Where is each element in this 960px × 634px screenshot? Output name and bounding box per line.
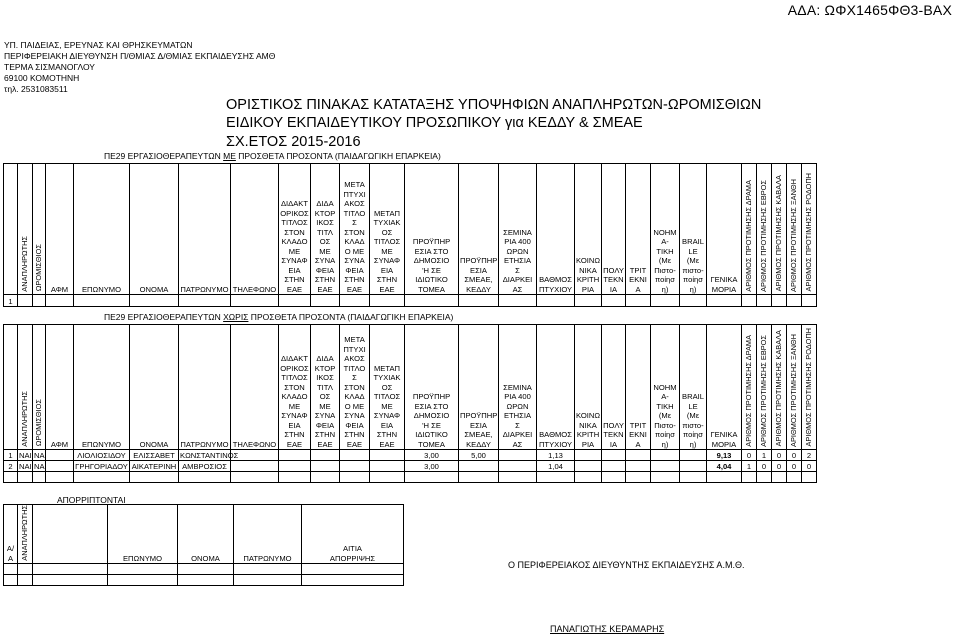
col-anapl	[18, 505, 33, 564]
col-koino: ΚΟΙΝΩ ΝΙΚΑ ΚΡΙΤΗ ΡΙΑ	[575, 164, 602, 295]
col-eponymo	[108, 505, 178, 564]
col-xanthi	[787, 164, 802, 295]
col-metap: ΜΕΤΑΠ ΤΥΧΙΑΚ ΟΣ ΤΙΤΛΟΣ ΜΕ ΣΥΝΑΦ ΕΙΑ ΣΤΗΝ ΕΑΕ	[370, 164, 405, 295]
row-number-header	[4, 325, 18, 450]
section1-title-post: ΠΡΟΣΘΕΤΑ ΠΡΟΣΟΝΤΑ (ΠΑΙΔΑΓΩΓΙΚΗ ΕΠΑΡΚΕΙΑ)	[235, 151, 441, 161]
cell-xanthi: 0	[787, 450, 802, 461]
col-trit: ΤΡΙΤ ΕΚΝΙ Α	[626, 164, 651, 295]
col-didakt: ΔΙΔΑΚΤ ΟΡΙΚΟΣ ΤΙΤΛΟΣ ΣΤΟΝ ΚΛΑΔΟ ΜΕ ΣΥΝΑΦ ΕΙΑ ΣΤΗΝ ΕΑΕ	[279, 164, 311, 295]
signatory-role: Ο ΠΕΡΙΦΕΡΕΙΑΚΟΣ ΔΙΕΥΘΥΝΤΗΣ ΕΚΠΑΙΔΕΥΣΗΣ Α.Μ.Θ.	[508, 560, 745, 570]
cell-n: 2	[4, 461, 18, 472]
col-onoma	[178, 505, 234, 564]
col-xanthi-label: ΑΡΙΘΜΟΣ ΠΡΟΤΙΜΗΣΗΣ ΞΑΝΘΗ	[789, 178, 798, 292]
col-kavala	[772, 325, 787, 450]
issuer-line: 69100 ΚΟΜΟΤΗΝΗ	[4, 73, 80, 83]
col-patronymo	[179, 325, 231, 450]
col-evros	[757, 325, 772, 450]
col-patronymo-label: ΠΑΤΡΩΝΥΜΟ	[180, 284, 229, 294]
col-evros	[757, 164, 772, 295]
section1-title	[104, 151, 441, 161]
col-kavala-label: ΑΡΙΘΜΟΣ ΠΡΟΤΙΜΗΣΗΣ ΚΑΒΑΛΑ	[774, 330, 783, 447]
col-tilefono	[231, 325, 279, 450]
col-evros-label: ΑΡΙΘΜΟΣ ΠΡΟΤΙΜΗΣΗΣ ΕΒΡΟΣ	[759, 334, 768, 447]
col-afm	[46, 325, 74, 450]
table-row	[4, 461, 817, 472]
cell-kavala: 0	[772, 461, 787, 472]
cell-eponymo: ΓΡΗΓΟΡΙΑΔΟΥ	[75, 461, 128, 471]
cell-kavala: 0	[772, 450, 787, 461]
cell-rodopi: 0	[802, 461, 817, 472]
col-anapl	[18, 325, 33, 450]
issuer-line: ΥΠ. ΠΑΙΔΕΙΑΣ, ΕΡΕΥΝΑΣ ΚΑΙ ΘΡΗΣΚΕΥΜΑΤΩΝ	[4, 40, 193, 50]
cell-n: 1	[4, 450, 18, 461]
col-aa	[4, 505, 18, 564]
col-kavala	[772, 164, 787, 295]
col-orom-label: ΩΡΟΜΙΣΘΙΟΣ	[34, 244, 43, 292]
col-orom	[33, 325, 46, 450]
col-vathmos: ΒΑΘΜΟΣ ΠΤΥΧΙΟΥ	[537, 325, 575, 450]
col-noim: ΝΟΗΜ Α- ΤΙΚΗ (Με Πιστο- ποίησ η)	[651, 325, 680, 450]
col-drama-label: ΑΡΙΘΜΟΣ ΠΡΟΤΙΜΗΣΗΣ ΔΡΑΜΑ	[744, 179, 753, 292]
col-metap: ΜΕΤΑΠ ΤΥΧΙΑΚ ΟΣ ΤΙΤΛΟΣ ΜΕ ΣΥΝΑΦ ΕΙΑ ΣΤΗΝ ΕΑΕ	[370, 325, 405, 450]
signatory-name: ΠΑΝΑΓΙΩΤΗΣ ΚΕΡΑΜΑΡΗΣ	[550, 624, 665, 634]
col-brail: BRAIL LE (Με πιστο- ποίησ η)	[680, 164, 707, 295]
col-afm-label: ΑΦΜ	[50, 439, 69, 449]
section2-title	[104, 312, 453, 322]
col-rodopi-label: ΑΡΙΘΜΟΣ ΠΡΟΤΙΜΗΣΗΣ ΡΟΔΟΠΗ	[804, 172, 813, 292]
col-onoma	[130, 164, 179, 295]
col-xanthi	[787, 325, 802, 450]
col-poly: ΠΟΛΥ ΤΕΚΝ ΙΑ	[602, 164, 626, 295]
col-aitia: ΑΙΤΙΑ ΑΠΟΡΡΙΨΗΣ	[302, 505, 404, 564]
col-rodopi	[802, 164, 817, 295]
col-drama	[742, 164, 757, 295]
rejected-title: ΑΠΟΡΡΙΠΤΟΝΤΑΙ	[57, 495, 126, 505]
cell-proyp1: 3,00	[405, 461, 459, 472]
section2-title-emph: ΧΩΡΙΣ	[223, 312, 249, 322]
cell-eponymo: ΛΙΟΛΙΟΣΙΔΟΥ	[74, 450, 130, 461]
cell-drama: 0	[742, 450, 757, 461]
cell-proyp2	[459, 461, 499, 472]
table-header-row	[4, 164, 817, 295]
col-aa-label: Α/Α	[6, 544, 15, 563]
page-title-line2: ΕΙΔΙΚΟΥ ΕΚΠΑΙΔΕΥΤΙΚΟΥ ΠΡΟΣΩΠΙΚΟΥ για ΚΕΔΔΥ & ΣΜΕΑΕ	[226, 115, 643, 131]
col-eponymo-label: ΕΠΩΝΥΜΟ	[81, 439, 121, 449]
col-tilefono-label: ΤΗΛΕΦΩΝΟ	[232, 284, 277, 294]
issuer-address	[4, 40, 275, 95]
table-section2	[3, 324, 817, 483]
cell-onoma: ΑΙΚΑΤΕΡΙΝΗ	[130, 461, 179, 472]
col-semina: ΣΕΜΙΝΑ ΡΙΑ 400 ΩΡΩΝ ΕΤΗΣΙΑ Σ ΔΙΑΡΚΕΙ ΑΣ	[499, 325, 537, 450]
issuer-line: τηλ. 2531083511	[4, 84, 68, 94]
page-title-line3: ΣΧ.ΕΤΟΣ 2015-2016	[226, 134, 361, 150]
col-proyp1: ΠΡΟΫΠΗΡ ΕΣΙΑ ΣΤΟ ΔΗΜΟΣΙΟ 'Η ΣΕ ΙΔΙΩΤΙΚΟ ΤΟΜΕΑ	[405, 164, 459, 295]
col-tilefono-label: ΤΗΛΕΦΩΝΟ	[232, 439, 277, 449]
table-row	[4, 295, 817, 307]
col-kavala-label: ΑΡΙΘΜΟΣ ΠΡΟΤΙΜΗΣΗΣ ΚΑΒΑΛΑ	[774, 175, 783, 292]
section1-title-pre: ΠΕ29 ΕΡΓΑΣΙΟΘΕΡΑΠΕΥΤΩΝ	[104, 151, 224, 161]
col-blank	[33, 505, 108, 564]
col-dida: ΔΙΔΑ ΚΤΟΡ ΙΚΟΣ ΤΙΤΛ ΟΣ ΜΕ ΣΥΝΑ ΦΕΙΑ ΣΤΗΝ ΕΑΕ	[311, 325, 340, 450]
col-onoma-label: ΟΝΟΜΑ	[139, 284, 169, 294]
col-brail: BRAIL LE (Με πιστο- ποίησ η)	[680, 325, 707, 450]
col-rodopi-label: ΑΡΙΘΜΟΣ ΠΡΟΤΙΜΗΣΗΣ ΡΟΔΟΠΗ	[804, 327, 813, 447]
col-anapl-label: ΑΝΑΠΛΗΡΩΤΗΣ	[20, 505, 29, 561]
section2-title-pre: ΠΕ29 ΕΡΓΑΣΙΟΘΕΡΑΠΕΥΤΩΝ	[104, 312, 224, 322]
cell-anapl: ΝΑΙ	[19, 461, 32, 471]
cell-patronymo: ΑΜΒΡΟΣΙΟΣ	[179, 461, 231, 472]
col-geniki: ΓΕΝΙΚΑ ΜΟΡΙΑ	[707, 325, 742, 450]
col-koino: ΚΟΙΝΩ ΝΙΚΑ ΚΡΙΤΗ ΡΙΑ	[575, 325, 602, 450]
cell-onoma: ΕΛΙΣΣΑΒΕΤ	[130, 450, 179, 461]
col-trit: ΤΡΙΤ ΕΚΝΙ Α	[626, 325, 651, 450]
col-afm	[46, 164, 74, 295]
col-anapl-label: ΑΝΑΠΛΗΡΩΤΗΣ	[20, 390, 29, 447]
col-onoma-label: ΟΝΟΜΑ	[191, 553, 220, 563]
cell-geniki: 9,13	[707, 450, 742, 461]
table-rejected	[3, 504, 404, 586]
issuer-line: ΠΕΡΙΦΕΡΕΙΑΚΗ ΔΙΕΥΘΥΝΣΗ Π/ΘΜΙΑΣ Δ/ΘΜΙΑΣ ΕΚΠΑΙΔΕΥΣΗΣ ΑΜΘ	[4, 51, 276, 61]
section2-title-post: ΠΡΟΣΘΕΤΑ ΠΡΟΣΟΝΤΑ (ΠΑΙΔΑΓΩΓΙΚΗ ΕΠΑΡΚΕΙΑ)	[248, 312, 454, 322]
col-orom-label: ΩΡΟΜΙΣΘΙΟΣ	[34, 399, 43, 447]
col-eponymo	[74, 164, 130, 295]
col-semina: ΣΕΜΙΝΑ ΡΙΑ 400 ΩΡΩΝ ΕΤΗΣΙΑ Σ ΔΙΑΡΚΕΙ ΑΣ	[499, 164, 537, 295]
col-evros-label: ΑΡΙΘΜΟΣ ΠΡΟΤΙΜΗΣΗΣ ΕΒΡΟΣ	[759, 179, 768, 292]
table-row-empty	[4, 564, 404, 575]
cell-drama: 1	[742, 461, 757, 472]
col-poly: ΠΟΛΥ ΤΕΚΝ ΙΑ	[602, 325, 626, 450]
col-tilefono	[231, 164, 279, 295]
cell-xanthi: 0	[787, 461, 802, 472]
col-noim: ΝΟΗΜ Α- ΤΙΚΗ (Με Πιστο- ποίησ η)	[651, 164, 680, 295]
cell-proyp2: 5,00	[459, 450, 499, 461]
table-row-empty	[4, 472, 817, 483]
col-afm-label: ΑΦΜ	[50, 284, 69, 294]
page-title-line1: ΟΡΙΣΤΙΚΟΣ ΠΙΝΑΚΑΣ ΚΑΤΑΤΑΞΗΣ ΥΠΟΨΗΦΙΩΝ ΑΝΑΠΛΗΡΩΤΩΝ-ΩΡΟΜΙΣΘΙΩΝ	[226, 97, 762, 113]
col-meta: ΜΕΤΑ ΠΤΥΧΙ ΑΚΟΣ ΤΙΤΛΟ Σ ΣΤΟΝ ΚΛΑΔ Ο ΜΕ ΣΥΝΑ ΦΕΙΑ ΣΤΗΝ ΕΑΕ	[340, 325, 370, 450]
cell-geniki: 4,04	[707, 461, 742, 472]
col-rodopi	[802, 325, 817, 450]
col-drama-label: ΑΡΙΘΜΟΣ ΠΡΟΤΙΜΗΣΗΣ ΔΡΑΜΑ	[744, 334, 753, 447]
cell-vathmos: 1,13	[537, 450, 575, 461]
ada-code: ΑΔΑ: ΩΦΧ1465ΦΘ3-ΒΑΧ	[787, 2, 952, 18]
cell-orom: ΝΑΙ	[34, 450, 47, 460]
table-header-row	[4, 505, 404, 564]
table-header-row	[4, 325, 817, 450]
col-anapl-label: ΑΝΑΠΛΗΡΩΤΗΣ	[20, 235, 29, 292]
cell-patronymo: ΚΩΝΣΤΑΝΤΙΝΟΣ	[180, 450, 239, 460]
col-onoma-label: ΟΝΟΜΑ	[139, 439, 169, 449]
cell-proyp1: 3,00	[405, 450, 459, 461]
row-number-header	[4, 164, 18, 295]
col-proyp1: ΠΡΟΫΠΗΡ ΕΣΙΑ ΣΤΟ ΔΗΜΟΣΙΟ 'Η ΣΕ ΙΔΙΩΤΙΚΟ ΤΟΜΕΑ	[405, 325, 459, 450]
col-vathmos: ΒΑΘΜΟΣ ΠΤΥΧΙΟΥ	[537, 164, 575, 295]
col-proyp2: ΠΡΟΫΠΗΡ ΕΣΙΑ ΣΜΕΑΕ, ΚΕΔΔΥ	[459, 164, 499, 295]
col-patronymo-label: ΠΑΤΡΩΝΥΜΟ	[243, 553, 292, 563]
col-eponymo	[74, 325, 130, 450]
col-proyp2: ΠΡΟΫΠΗΡ ΕΣΙΑ ΣΜΕΑΕ, ΚΕΔΔΥ	[459, 325, 499, 450]
table-row	[4, 450, 817, 461]
table-row-empty	[4, 575, 404, 586]
col-patronymo	[179, 164, 231, 295]
col-dida: ΔΙΔΑ ΚΤΟΡ ΙΚΟΣ ΤΙΤΛ ΟΣ ΜΕ ΣΥΝΑ ΦΕΙΑ ΣΤΗΝ ΕΑΕ	[311, 164, 340, 295]
row-number: 1	[4, 295, 18, 307]
col-eponymo-label: ΕΠΩΝΥΜΟ	[81, 284, 121, 294]
col-eponymo-label: ΕΠΩΝΥΜΟ	[122, 553, 162, 563]
cell-evros: 1	[757, 450, 772, 461]
cell-vathmos: 1,04	[537, 461, 575, 472]
col-drama	[742, 325, 757, 450]
col-didakt: ΔΙΔΑΚΤ ΟΡΙΚΟΣ ΤΙΤΛΟΣ ΣΤΟΝ ΚΛΑΔΟ ΜΕ ΣΥΝΑΦ ΕΙΑ ΣΤΗΝ ΕΑΕ	[279, 325, 311, 450]
cell-evros: 0	[757, 461, 772, 472]
col-patronymo	[234, 505, 302, 564]
col-orom	[33, 164, 46, 295]
cell-rodopi: 2	[802, 450, 817, 461]
col-patronymo-label: ΠΑΤΡΩΝΥΜΟ	[180, 439, 229, 449]
col-geniki: ΓΕΝΙΚΑ ΜΟΡΙΑ	[707, 164, 742, 295]
col-meta: ΜΕΤΑ ΠΤΥΧΙ ΑΚΟΣ ΤΙΤΛΟ Σ ΣΤΟΝ ΚΛΑΔ Ο ΜΕ ΣΥΝΑ ΦΕΙΑ ΣΤΗΝ ΕΑΕ	[340, 164, 370, 295]
issuer-line: ΤΕΡΜΑ ΣΙΣΜΑΝΟΓΛΟΥ	[4, 62, 95, 72]
table-section1	[3, 163, 817, 307]
cell-orom: ΝΑΙ	[34, 461, 47, 471]
col-onoma	[130, 325, 179, 450]
col-xanthi-label: ΑΡΙΘΜΟΣ ΠΡΟΤΙΜΗΣΗΣ ΞΑΝΘΗ	[789, 333, 798, 447]
cell-anapl: ΝΑΙ	[19, 450, 32, 460]
section1-title-emph: ΜΕ	[223, 151, 236, 161]
col-anapl	[18, 164, 33, 295]
